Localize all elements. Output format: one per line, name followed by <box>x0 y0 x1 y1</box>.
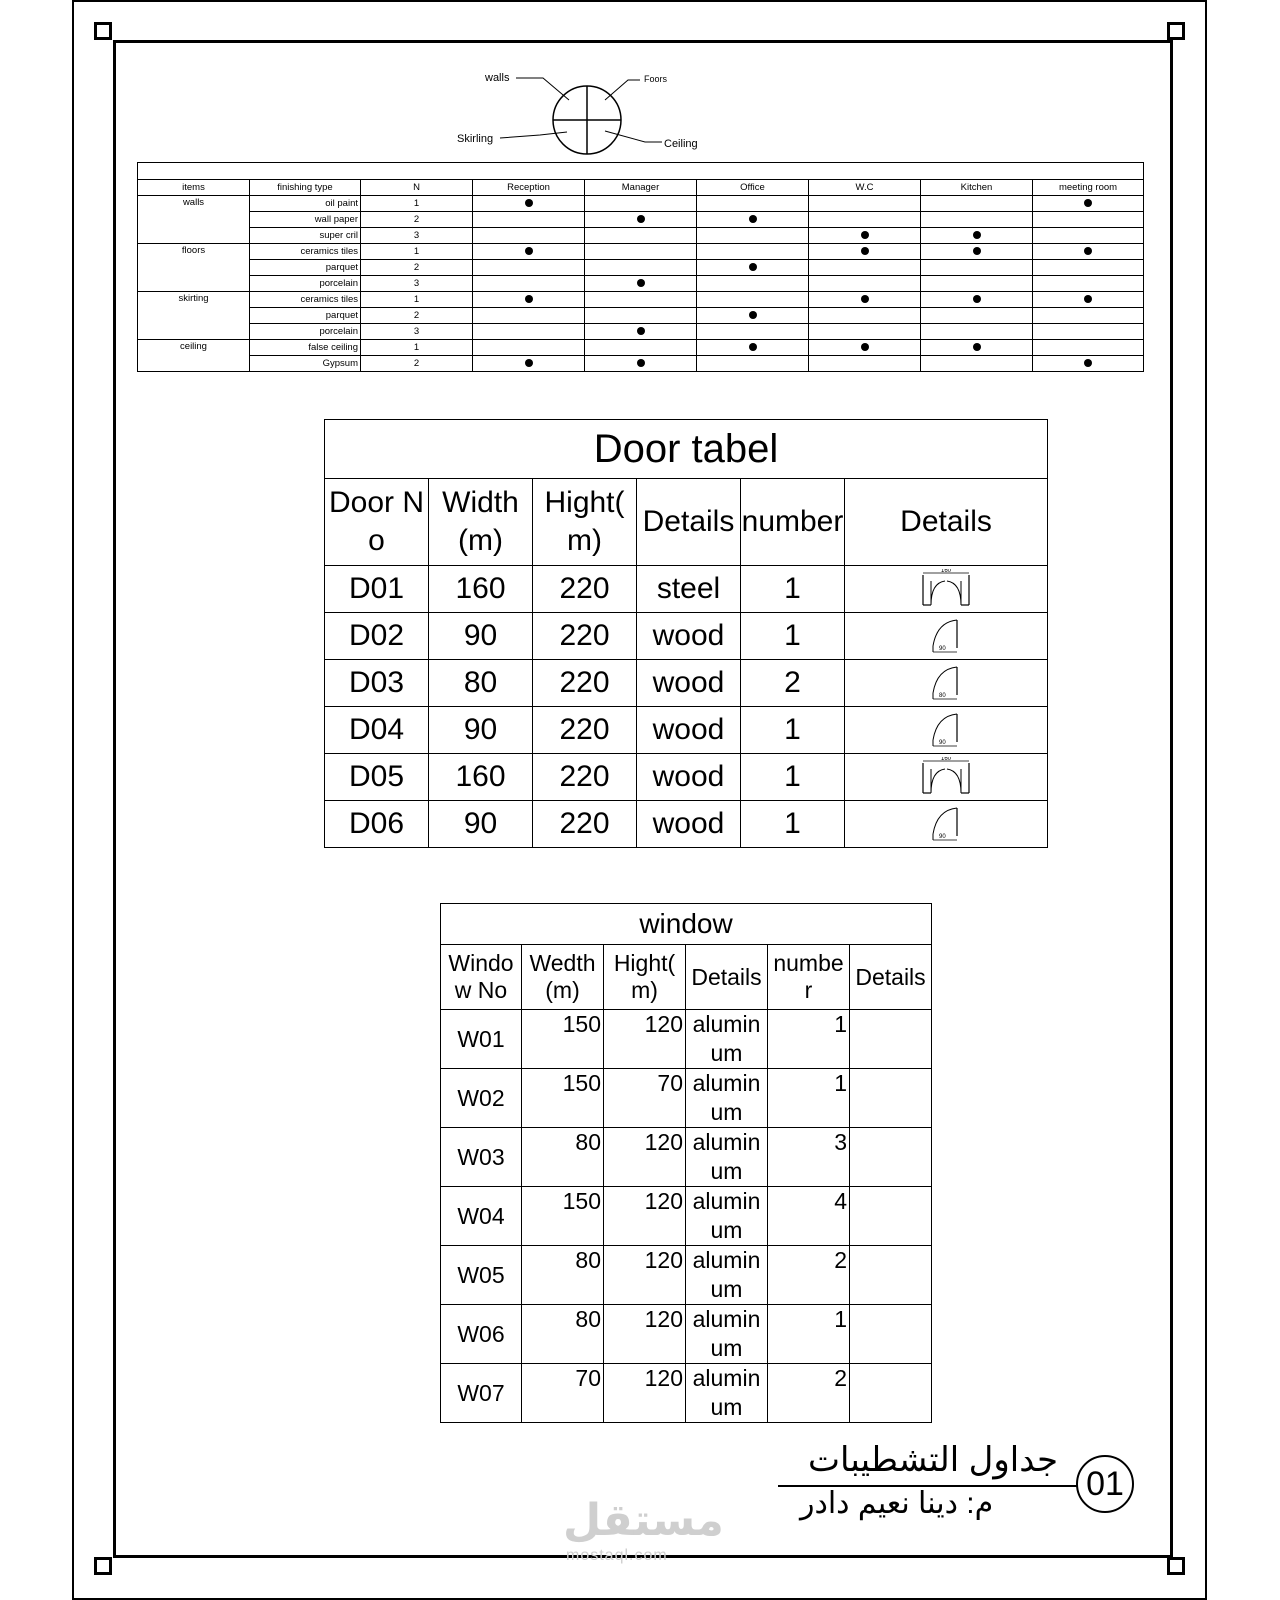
door-header-label: number <box>741 505 844 538</box>
finish-applied-dot-icon <box>973 247 981 255</box>
finishing-header-cell: Manager <box>585 180 697 196</box>
door-header-label: Details <box>900 505 992 538</box>
finishing-mark-cell <box>809 212 921 228</box>
finishing-mark-cell <box>1033 276 1144 292</box>
finishing-mark-cell <box>697 292 809 308</box>
door-table-title: Door tabel <box>325 420 1048 479</box>
door-header-label: Hight( m) <box>544 486 625 557</box>
finishing-row <box>138 292 1144 308</box>
finish-applied-dot-icon <box>1084 199 1092 207</box>
door-no-cell: D05 <box>325 754 429 801</box>
finish-applied-dot-icon <box>525 295 533 303</box>
door-row <box>325 754 1048 801</box>
door-material-cell: wood <box>637 707 741 754</box>
finishing-type-cell: porcelain <box>250 324 361 340</box>
finishing-type-cell: false ceiling <box>250 340 361 356</box>
door-row <box>325 707 1048 754</box>
finishing-mark-cell <box>585 228 697 244</box>
door-header-cell <box>533 479 637 566</box>
finish-applied-dot-icon <box>1084 247 1092 255</box>
door-detail-cell <box>845 660 1048 707</box>
finishing-mark-cell <box>921 276 1033 292</box>
door-no-cell: D04 <box>325 707 429 754</box>
finishing-mark-cell <box>585 308 697 324</box>
finishing-mark-cell <box>585 340 697 356</box>
finishing-mark-cell <box>697 244 809 260</box>
finishing-mark-cell <box>921 260 1033 276</box>
finishing-header-cell: N <box>361 180 473 196</box>
single-door-icon <box>919 804 973 844</box>
door-number-cell: 1 <box>741 613 845 660</box>
finishing-mark-cell <box>697 324 809 340</box>
window-no-cell: W07 <box>441 1364 522 1423</box>
window-header-cell: Window No <box>441 945 522 1010</box>
author-name: م: دينا نعيم دادر <box>800 1487 994 1520</box>
finishing-mark-cell <box>921 212 1033 228</box>
door-dimension-label: 80 <box>939 693 946 699</box>
window-header-cell: number <box>768 945 850 1010</box>
door-no-cell: D02 <box>325 613 429 660</box>
door-number-cell: 1 <box>741 801 845 848</box>
finishing-mark-cell <box>473 260 585 276</box>
single-door-icon <box>919 616 973 656</box>
finishing-mark-cell <box>809 324 921 340</box>
door-header-label: Width (m) <box>442 486 519 557</box>
finishing-type-cell: parquet <box>250 260 361 276</box>
finish-applied-dot-icon <box>861 343 869 351</box>
window-material-cell: aluminum <box>686 1010 768 1069</box>
finishing-mark-cell <box>1033 292 1144 308</box>
finishing-n-cell: 1 <box>361 340 473 356</box>
finishing-row <box>138 228 1144 244</box>
finishing-mark-cell <box>473 276 585 292</box>
finishing-row <box>138 356 1144 372</box>
finishing-mark-cell <box>585 260 697 276</box>
watermark-url: mostaql.com <box>566 1547 668 1564</box>
finish-applied-dot-icon <box>637 215 645 223</box>
door-number-cell: 1 <box>741 754 845 801</box>
door-detail-cell <box>845 613 1048 660</box>
single-door-icon <box>919 710 973 750</box>
finishing-schedule-table <box>137 162 1144 372</box>
finish-applied-dot-icon <box>749 343 757 351</box>
finishing-type-cell: Gypsum <box>250 356 361 372</box>
door-header-cell <box>845 479 1048 566</box>
finishing-mark-cell <box>1033 244 1144 260</box>
door-width-cell: 160 <box>429 566 533 613</box>
door-header-cell <box>325 479 429 566</box>
window-width-cell: 80 <box>522 1305 604 1364</box>
finishing-mark-cell <box>921 340 1033 356</box>
window-number-cell: 3 <box>768 1128 850 1187</box>
finishing-type-cell: porcelain <box>250 276 361 292</box>
finish-applied-dot-icon <box>525 359 533 367</box>
door-header-label: Door No <box>328 486 425 557</box>
window-number-cell: 1 <box>768 1069 850 1128</box>
finishing-mark-cell <box>809 308 921 324</box>
finishing-mark-cell <box>473 324 585 340</box>
finishing-type-cell: oil paint <box>250 196 361 212</box>
finishing-mark-cell <box>809 244 921 260</box>
finish-applied-dot-icon <box>973 231 981 239</box>
window-table-header-row <box>441 945 932 1010</box>
finishing-type-cell: ceramics tiles <box>250 292 361 308</box>
door-height-cell: 220 <box>533 660 637 707</box>
legend-ceiling-label: Ceiling <box>664 138 698 150</box>
door-header-label: Details <box>642 505 735 538</box>
legend-walls-label: walls <box>485 72 510 84</box>
window-row <box>441 1010 932 1069</box>
window-height-cell: 120 <box>604 1305 686 1364</box>
finishing-mark-cell <box>1033 212 1144 228</box>
door-no-cell: D01 <box>325 566 429 613</box>
finishing-mark-cell <box>473 308 585 324</box>
finishing-mark-cell <box>1033 260 1144 276</box>
door-material-cell: steel <box>637 566 741 613</box>
sheet-number: 01 <box>1086 1464 1124 1503</box>
finishing-mark-cell <box>921 324 1033 340</box>
window-no-cell: W03 <box>441 1128 522 1187</box>
door-row <box>325 566 1048 613</box>
door-number-cell: 2 <box>741 660 845 707</box>
finishing-header-cell: Kitchen <box>921 180 1033 196</box>
finishing-mark-cell <box>1033 324 1144 340</box>
finishing-mark-cell <box>921 308 1033 324</box>
finishing-mark-cell <box>697 308 809 324</box>
door-height-cell: 220 <box>533 801 637 848</box>
finishing-mark-cell <box>921 356 1033 372</box>
door-material-cell: wood <box>637 660 741 707</box>
door-row <box>325 613 1048 660</box>
watermark-logo: مستقل <box>563 1496 724 1545</box>
window-no-cell: W02 <box>441 1069 522 1128</box>
window-number-cell: 1 <box>768 1305 850 1364</box>
finishing-header-cell: W.C <box>809 180 921 196</box>
legend-floors-label: Foors <box>644 74 668 84</box>
window-detail-cell <box>850 1187 932 1246</box>
door-height-cell: 220 <box>533 754 637 801</box>
finishing-mark-cell <box>697 228 809 244</box>
finishing-mark-cell <box>473 292 585 308</box>
finishing-mark-cell <box>697 212 809 228</box>
finish-applied-dot-icon <box>525 199 533 207</box>
finishing-n-cell: 1 <box>361 244 473 260</box>
door-height-cell: 220 <box>533 566 637 613</box>
finishing-header-cell: Office <box>697 180 809 196</box>
finishing-mark-cell <box>921 244 1033 260</box>
finishing-mark-cell <box>809 228 921 244</box>
finishing-mark-cell <box>809 260 921 276</box>
window-schedule-table <box>440 903 932 1423</box>
door-height-cell: 220 <box>533 613 637 660</box>
double-door-icon <box>919 757 973 797</box>
window-header-cell: Details <box>850 945 932 1010</box>
window-header-cell: Wedth (m) <box>522 945 604 1010</box>
finishing-type-cell: wall paper <box>250 212 361 228</box>
window-material-cell: aluminum <box>686 1246 768 1305</box>
door-width-cell: 90 <box>429 801 533 848</box>
door-width-cell: 160 <box>429 754 533 801</box>
window-width-cell: 150 <box>522 1187 604 1246</box>
finishing-row <box>138 260 1144 276</box>
finishing-n-cell: 2 <box>361 356 473 372</box>
finishing-header-cell: finishing type <box>250 180 361 196</box>
window-no-cell: W05 <box>441 1246 522 1305</box>
finishing-mark-cell <box>585 244 697 260</box>
window-detail-cell <box>850 1128 932 1187</box>
window-row <box>441 1305 932 1364</box>
frame-corner-bottom-left <box>94 1557 112 1575</box>
finish-applied-dot-icon <box>749 311 757 319</box>
door-material-cell: wood <box>637 801 741 848</box>
door-width-cell: 90 <box>429 707 533 754</box>
finish-applied-dot-icon <box>525 247 533 255</box>
window-height-cell: 120 <box>604 1246 686 1305</box>
frame-corner-top-right <box>1167 22 1185 40</box>
finishing-mark-cell <box>585 356 697 372</box>
window-width-cell: 70 <box>522 1364 604 1423</box>
finishing-mark-cell <box>697 356 809 372</box>
finish-applied-dot-icon <box>637 359 645 367</box>
door-row <box>325 660 1048 707</box>
finishing-mark-cell <box>921 292 1033 308</box>
door-detail-cell <box>845 566 1048 613</box>
legend-skirting-label: Skirling <box>457 133 494 145</box>
door-width-cell: 90 <box>429 613 533 660</box>
window-material-cell: aluminum <box>686 1364 768 1423</box>
frame-corner-top-left <box>94 22 112 40</box>
finish-applied-dot-icon <box>1084 295 1092 303</box>
window-number-cell: 2 <box>768 1364 850 1423</box>
finishing-row <box>138 276 1144 292</box>
finish-applied-dot-icon <box>637 327 645 335</box>
finishing-n-cell: 2 <box>361 212 473 228</box>
finishing-mark-cell <box>473 212 585 228</box>
door-material-cell: wood <box>637 754 741 801</box>
door-height-cell: 220 <box>533 707 637 754</box>
finishing-mark-cell <box>1033 308 1144 324</box>
finishing-item-cell: skirting <box>138 292 250 340</box>
finishing-n-cell: 2 <box>361 260 473 276</box>
finishing-mark-cell <box>473 196 585 212</box>
finishing-mark-cell <box>585 276 697 292</box>
window-detail-cell <box>850 1246 932 1305</box>
finishing-mark-cell <box>809 196 921 212</box>
finishing-mark-cell <box>1033 196 1144 212</box>
double-door-icon <box>919 569 973 609</box>
finishing-n-cell: 3 <box>361 276 473 292</box>
finishing-n-cell: 3 <box>361 228 473 244</box>
window-row <box>441 1069 932 1128</box>
finishing-mark-cell <box>697 196 809 212</box>
window-detail-cell <box>850 1010 932 1069</box>
finish-applied-dot-icon <box>861 247 869 255</box>
finishing-type-cell: super cril <box>250 228 361 244</box>
door-table-header-row <box>325 479 1048 566</box>
window-height-cell: 120 <box>604 1128 686 1187</box>
finishing-mark-cell <box>473 228 585 244</box>
finishing-mark-cell <box>1033 228 1144 244</box>
finishing-row <box>138 244 1144 260</box>
door-no-cell: D06 <box>325 801 429 848</box>
window-row <box>441 1246 932 1305</box>
finishing-header-cell: items <box>138 180 250 196</box>
door-header-cell <box>637 479 741 566</box>
finishing-type-cell: parquet <box>250 308 361 324</box>
door-schedule-table <box>324 419 1048 848</box>
finishing-mark-cell <box>697 340 809 356</box>
window-height-cell: 120 <box>604 1364 686 1423</box>
door-width-cell: 80 <box>429 660 533 707</box>
finishing-n-cell: 1 <box>361 196 473 212</box>
window-height-cell: 120 <box>604 1010 686 1069</box>
window-width-cell: 80 <box>522 1246 604 1305</box>
finishing-type-cell: ceramics tiles <box>250 244 361 260</box>
finishing-n-cell: 3 <box>361 324 473 340</box>
finishing-header-row <box>138 180 1144 196</box>
finishing-mark-cell <box>809 340 921 356</box>
door-number-cell: 1 <box>741 707 845 754</box>
finishing-row <box>138 196 1144 212</box>
finishing-n-cell: 1 <box>361 292 473 308</box>
window-row <box>441 1128 932 1187</box>
sheet-border-left <box>72 0 74 1600</box>
door-detail-cell <box>845 801 1048 848</box>
single-door-icon <box>919 663 973 703</box>
finishing-mark-cell <box>585 196 697 212</box>
finishing-mark-cell <box>809 276 921 292</box>
finishing-mark-cell <box>1033 340 1144 356</box>
window-width-cell: 150 <box>522 1069 604 1128</box>
finishing-header-cell: meeting room <box>1033 180 1144 196</box>
finishing-mark-cell <box>473 340 585 356</box>
finishing-n-cell: 2 <box>361 308 473 324</box>
door-row <box>325 801 1048 848</box>
window-height-cell: 120 <box>604 1187 686 1246</box>
finishing-row <box>138 324 1144 340</box>
finishing-row <box>138 308 1144 324</box>
finishing-mark-cell <box>697 276 809 292</box>
door-dimension-label: 90 <box>939 834 946 840</box>
sheet-border-top <box>72 0 1207 2</box>
finishing-mark-cell <box>585 324 697 340</box>
window-row <box>441 1187 932 1246</box>
finishing-mark-cell <box>585 292 697 308</box>
finishing-mark-cell <box>921 228 1033 244</box>
window-width-cell: 80 <box>522 1128 604 1187</box>
door-dimension-label: 160 <box>941 569 952 574</box>
door-no-cell: D03 <box>325 660 429 707</box>
finish-applied-dot-icon <box>749 263 757 271</box>
finish-applied-dot-icon <box>749 215 757 223</box>
door-dimension-label: 90 <box>939 646 946 652</box>
window-no-cell: W06 <box>441 1305 522 1364</box>
window-height-cell: 70 <box>604 1069 686 1128</box>
finishing-mark-cell <box>697 260 809 276</box>
sheet-title: جداول التشطيبات <box>808 1441 1059 1479</box>
window-no-cell: W04 <box>441 1187 522 1246</box>
finish-applied-dot-icon <box>861 295 869 303</box>
window-material-cell: aluminum <box>686 1187 768 1246</box>
sheet-border-right <box>1205 0 1207 1600</box>
door-header-cell <box>429 479 533 566</box>
finishing-mark-cell <box>585 212 697 228</box>
door-header-cell <box>741 479 845 566</box>
finish-applied-dot-icon <box>637 279 645 287</box>
window-number-cell: 2 <box>768 1246 850 1305</box>
door-detail-cell <box>845 707 1048 754</box>
finishing-mark-cell <box>921 196 1033 212</box>
window-number-cell: 1 <box>768 1010 850 1069</box>
window-table-title: window <box>441 904 932 945</box>
window-material-cell: aluminum <box>686 1069 768 1128</box>
finishing-mark-cell <box>473 244 585 260</box>
finish-applied-dot-icon <box>973 295 981 303</box>
door-material-cell: wood <box>637 613 741 660</box>
finishing-row <box>138 340 1144 356</box>
finishing-row <box>138 212 1144 228</box>
finishing-mark-cell <box>473 356 585 372</box>
finishing-mark-cell <box>809 292 921 308</box>
frame-corner-bottom-right <box>1167 1557 1185 1575</box>
sheet-number-circle <box>1076 1455 1134 1513</box>
window-material-cell: aluminum <box>686 1128 768 1187</box>
window-no-cell: W01 <box>441 1010 522 1069</box>
window-header-cell: Details <box>686 945 768 1010</box>
finishing-header-cell: Reception <box>473 180 585 196</box>
window-header-cell: Hight( m) <box>604 945 686 1010</box>
finishing-item-cell: walls <box>138 196 250 244</box>
window-number-cell: 4 <box>768 1187 850 1246</box>
finishing-item-cell: floors <box>138 244 250 292</box>
window-width-cell: 150 <box>522 1010 604 1069</box>
finishing-title-row <box>138 163 1144 180</box>
window-material-cell: aluminum <box>686 1305 768 1364</box>
finish-applied-dot-icon <box>973 343 981 351</box>
door-dimension-label: 160 <box>941 757 952 762</box>
finishing-mark-cell <box>1033 356 1144 372</box>
window-detail-cell <box>850 1305 932 1364</box>
door-dimension-label: 90 <box>939 740 946 746</box>
finishing-mark-cell <box>809 356 921 372</box>
finish-applied-dot-icon <box>861 231 869 239</box>
window-detail-cell <box>850 1364 932 1423</box>
door-number-cell: 1 <box>741 566 845 613</box>
window-row <box>441 1364 932 1423</box>
window-detail-cell <box>850 1069 932 1128</box>
finishing-item-cell: ceiling <box>138 340 250 372</box>
finish-applied-dot-icon <box>1084 359 1092 367</box>
door-detail-cell <box>845 754 1048 801</box>
